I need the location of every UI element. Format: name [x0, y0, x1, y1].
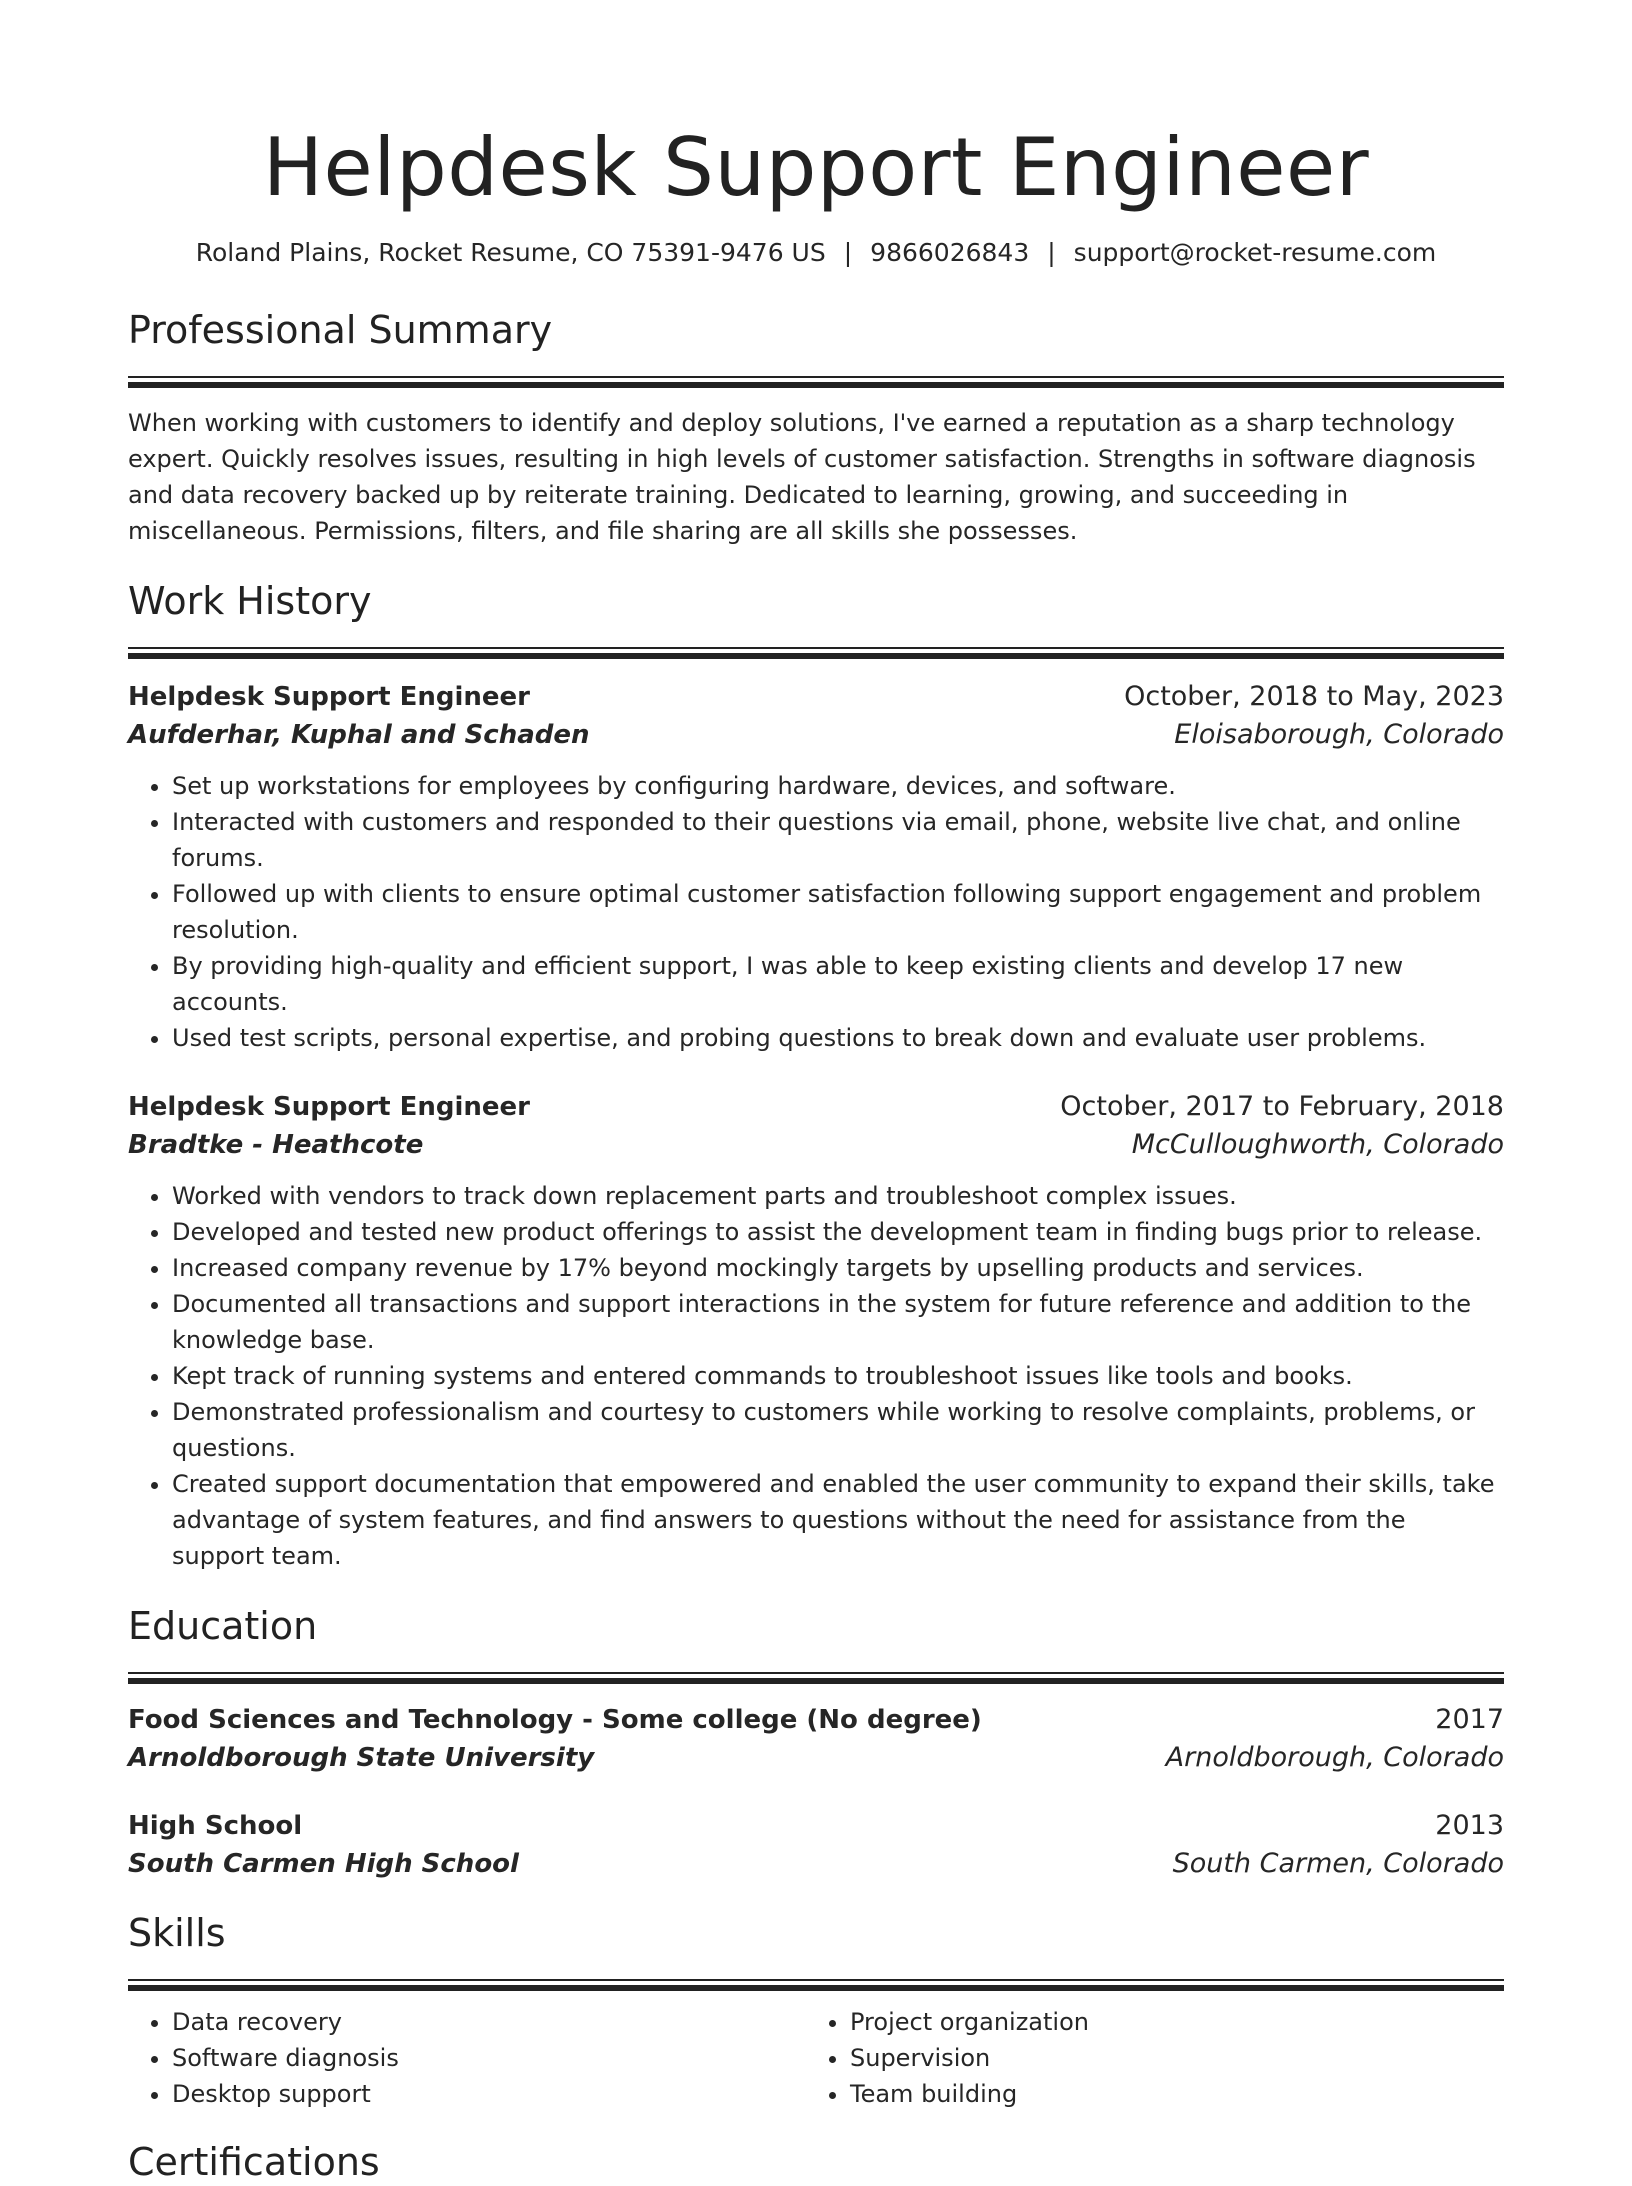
list-item: • Worked with vendors to track down replacement parts and troubleshoot complex issues. — [172, 1178, 1504, 1214]
job-dates: October, 2018 to May, 2023 — [1124, 681, 1504, 712]
contact-email[interactable]: support@rocket-resume.com — [1073, 238, 1437, 267]
certifications-section — [128, 2138, 1504, 2186]
summary-text: When working with customers to identify and deploy solutions, I've earned a reputation as a sharp technology expert. Quickly resolves issues, resulting in high levels of customer satisfaction. Strengths in software diagnosis and data recovery backed up by reiterate training. Dedicated to learning, growing, and succeeding in miscellaneous. Permissions, filters, and file sharing are all skills she possesses. — [128, 409, 1476, 545]
list-item: • Followed up with clients to ensure optimal customer satisfaction following support engagement and problem resolution. — [172, 876, 1504, 948]
resume-page — [128, 0, 1504, 2186]
contact-line — [128, 236, 1504, 270]
section-divider — [128, 647, 1504, 660]
skill-item: • Software diagnosis — [172, 2040, 806, 2076]
job-title: Helpdesk Support Engineer — [128, 682, 530, 712]
list-item: • Demonstrated professionalism and courtesy to customers while working to resolve complaints, problems, or questions. — [172, 1394, 1504, 1466]
education-location: Arnoldborough, Colorado — [1165, 1742, 1504, 1773]
contact-separator: | — [1047, 238, 1056, 267]
job-entry — [128, 1088, 1504, 1574]
skills-column-left — [128, 2004, 806, 2112]
job-entry — [128, 678, 1504, 1056]
education-degree: Food Sciences and Technology - Some college (No degree) — [128, 1705, 982, 1735]
education-heading: Education — [128, 1604, 318, 1648]
list-item: • Used test scripts, personal expertise, and probing questions to break down and evaluate user problems. — [172, 1020, 1504, 1056]
work-history-heading: Work History — [128, 579, 372, 623]
section-divider — [128, 1979, 1504, 1992]
summary-heading: Professional Summary — [128, 308, 553, 352]
list-item: • Increased company revenue by 17% beyond mockingly targets by upselling products and services. — [172, 1250, 1504, 1286]
education-degree: High School — [128, 1811, 303, 1841]
skill-item: • Data recovery — [172, 2004, 806, 2040]
skills-grid — [128, 2004, 1504, 2112]
list-item: • Interacted with customers and responded to their questions via email, phone, website live chat, and online forums. — [172, 804, 1504, 876]
contact-address: Roland Plains, Rocket Resume, CO 75391-9476 US — [195, 238, 826, 267]
job-bullets — [128, 768, 1504, 1056]
list-item: • Kept track of running systems and entered commands to troubleshoot issues like tools and books. — [172, 1358, 1504, 1394]
resume-title: Helpdesk Support Engineer — [262, 121, 1370, 214]
education-entry — [128, 1807, 1504, 1883]
skills-column-right — [806, 2004, 1484, 2112]
certifications-heading: Certifications — [128, 2140, 380, 2184]
section-divider — [128, 376, 1504, 389]
job-location: Eloisaborough, Colorado — [1174, 719, 1504, 750]
list-item: • Set up workstations for employees by configuring hardware, devices, and software. — [172, 768, 1504, 804]
skill-item: • Project organization — [850, 2004, 1484, 2040]
list-item: • Documented all transactions and support interactions in the system for future reference and addition to the knowledge base. — [172, 1286, 1504, 1358]
list-item: • Created support documentation that empowered and enabled the user community to expand their skills, take advantage of system features, and find answers to questions without the need for assistance from the support team. — [172, 1466, 1504, 1574]
contact-phone: 9866026843 — [870, 238, 1030, 267]
education-entry — [128, 1701, 1504, 1777]
education-section — [128, 1602, 1504, 1883]
education-year: 2017 — [1435, 1704, 1504, 1735]
skills-heading: Skills — [128, 1911, 226, 1955]
contact-separator: | — [843, 238, 853, 267]
job-bullets — [128, 1178, 1504, 1574]
education-school: South Carmen High School — [128, 1849, 519, 1879]
skill-item: • Desktop support — [172, 2076, 806, 2112]
list-item: • By providing high-quality and efficient support, I was able to keep existing clients and develop 17 new accounts. — [172, 948, 1504, 1020]
skill-item: • Supervision — [850, 2040, 1484, 2076]
list-item: • Developed and tested new product offerings to assist the development team in finding bugs prior to release. — [172, 1214, 1504, 1250]
summary-section — [128, 306, 1504, 549]
job-title: Helpdesk Support Engineer — [128, 1092, 530, 1122]
work-history-section — [128, 577, 1504, 1574]
skills-section — [128, 1909, 1504, 2112]
section-divider — [128, 1672, 1504, 1685]
job-company: Bradtke - Heathcote — [128, 1130, 424, 1160]
job-location: McCulloughworth, Colorado — [1131, 1129, 1504, 1160]
skill-item: • Team building — [850, 2076, 1484, 2112]
job-dates: October, 2017 to February, 2018 — [1060, 1091, 1504, 1122]
education-school: Arnoldborough State University — [128, 1743, 595, 1773]
education-year: 2013 — [1435, 1810, 1504, 1841]
job-company: Aufderhar, Kuphal and Schaden — [128, 720, 590, 750]
education-location: South Carmen, Colorado — [1172, 1848, 1504, 1879]
